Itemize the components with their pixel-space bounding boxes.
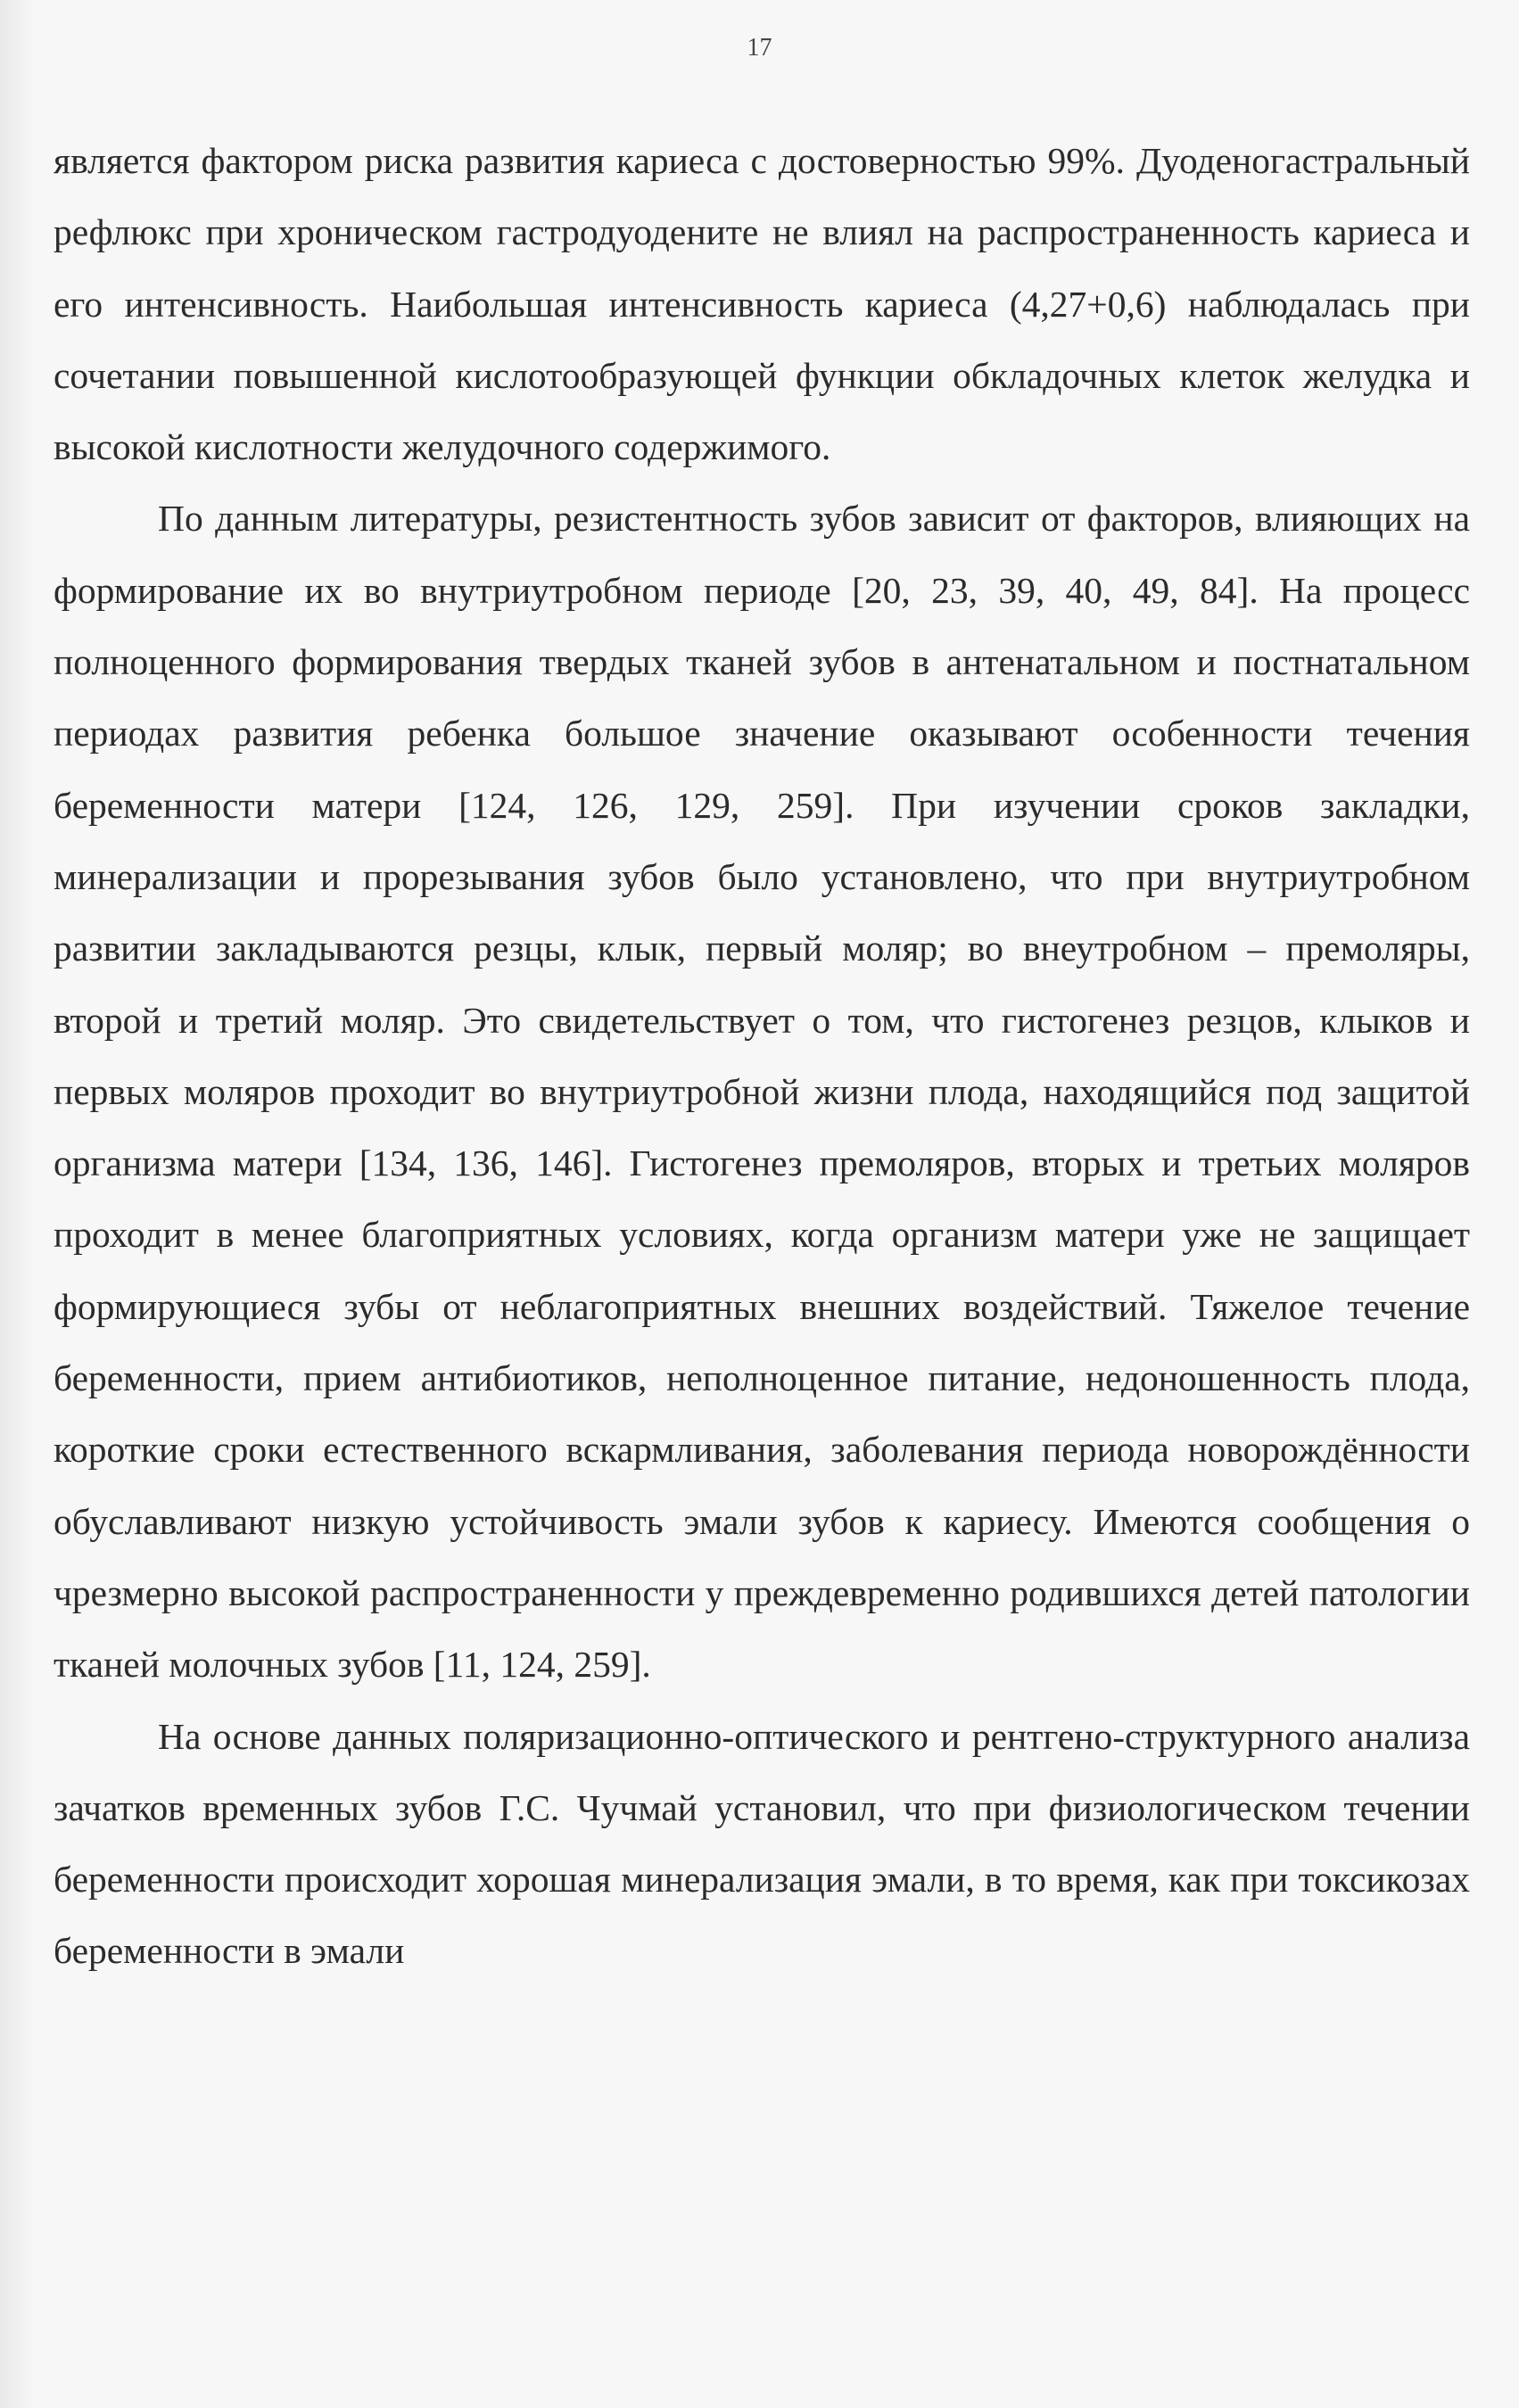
page-number: 17 — [747, 34, 772, 62]
body-text — [54, 125, 1470, 1987]
paragraph-2: По данным литературы, резистентность зубов зависит от факторов, влияющих на формирование их во внутриутробном периоде [20, 23, 39, 40, 49, 84]. На процесс полноценного формирования твердых тканей зубов в антенатальном и постнатальном периодах развития ребенка большое значение оказывают особенности течения беременности матери [124, 126, 129, 259]. При изучении сроков закладки, минерализации и прорезывания зубов было установлено, что при внутриутробном развитии закладываются резцы, клык, первый моляр; во внеутробном – премоляры, второй и третий моляр. Это свидетельствует о том, что гистогенез резцов, клыков и первых моляров проходит во внутриутробной жизни плода, находящийся под защитой организма матери [134, 136, 146]. Гистогенез премоляров, вторых и третьих моляров проходит в менее благоприятных условиях, когда организм матери уже не защищает формирующиеся зубы от неблагоприятных внешних воздействий. Тяжелое течение беременности, прием антибиотиков, неполноценное питание, недоношенность плода, короткие сроки естественного вскармливания, заболевания периода новорождённости обуславливают низкую устойчивость эмали зубов к кариесу. Имеются сообщения о чрезмерно высокой распространенности у преждевременно родившихся детей патологии тканей молочных зубов [11, 124, 259]. — [54, 498, 1470, 1686]
paragraph-3: На основе данных поляризационно-оптического и рентгено-структурного анализа зачатков временных зубов Г.С. Чучмай установил, что при физиологическом течении беременности происходит хорошая минерализация эмали, в то время, как при токсикозах беременности в эмали — [54, 1715, 1470, 1972]
paragraph-1: является фактором риска развития кариеса с достоверностью 99%. Дуоденогастральный рефлюкс при хроническом гастродуодените не влиял на распространенность кариеса и его интенсивность. Наибольшая интенсивность кариеса (4,27+0,6) наблюдалась при сочетании повышенной кислотообразующей функции обкладочных клеток желудка и высокой кислотности желудочного содержимого. — [54, 140, 1470, 468]
scan-edge-shadow — [0, 0, 36, 2408]
